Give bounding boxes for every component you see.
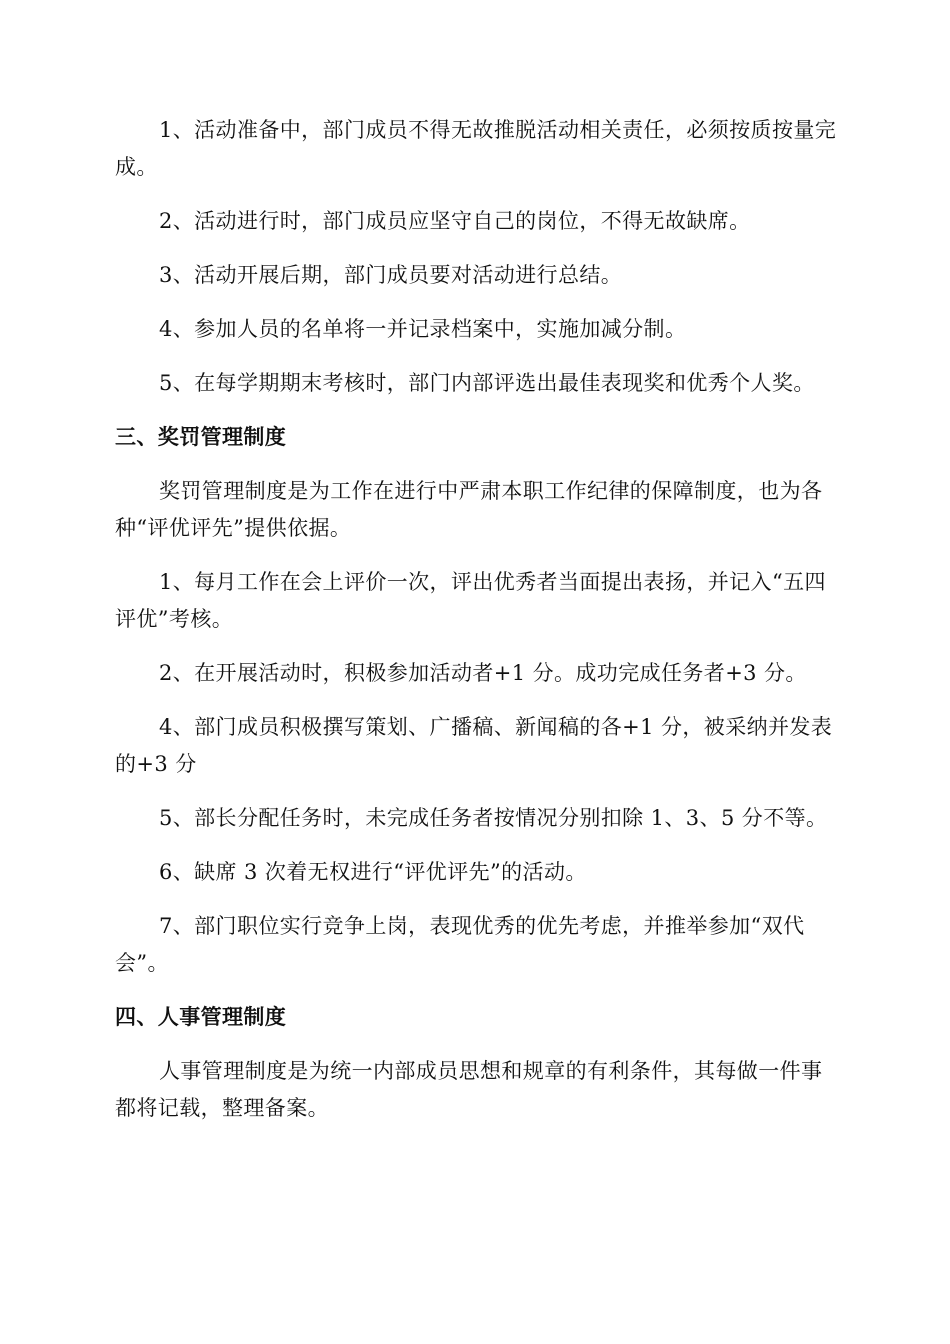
section3-item-1: 1、每月工作在会上评价一次，评出优秀者当面提出表扬，并记入“五四评优”考核。: [115, 570, 826, 631]
section2-item-4: 4、参加人员的名单将一并记录档案中，实施加减分制。: [159, 317, 687, 341]
section3-intro: 奖罚管理制度是为工作在进行中严肃本职工作纪律的保障制度，也为各种“评优评先”提供依据。: [115, 479, 823, 540]
section3-item-2: 2、在开展活动时，积极参加活动者+1 分。成功完成任务者+3 分。: [159, 661, 807, 685]
section2-item-3: 3、活动开展后期，部门成员要对活动进行总结。: [159, 263, 623, 287]
section4-heading: 四、人事管理制度: [115, 1005, 287, 1029]
section3-item-5: 5、部长分配任务时，未完成任务者按情况分别扣除 1、3、5 分不等。: [159, 806, 828, 830]
section2-item-1: 1、活动准备中，部门成员不得无故推脱活动相关责任，必须按质按量完成。: [115, 118, 837, 179]
section3-item-6: 6、缺席 3 次着无权进行“评优评先”的活动。: [159, 860, 587, 884]
section2-item-2: 2、活动进行时，部门成员应坚守自己的岗位，不得无故缺席。: [159, 209, 751, 233]
section4-intro: 人事管理制度是为统一内部成员思想和规章的有利条件，其每做一件事都将记载，整理备案。: [115, 1059, 823, 1120]
section3-item-4: 4、部门成员积极撰写策划、广播稿、新闻稿的各+1 分，被采纳并发表的+3 分: [115, 715, 833, 776]
section2-item-5: 5、在每学期期末考核时，部门内部评选出最佳表现奖和优秀个人奖。: [159, 371, 815, 395]
section3-item-7: 7、部门职位实行竞争上岗，表现优秀的优先考虑，并推举参加“双代会”。: [115, 914, 805, 975]
document-body: [115, 112, 837, 1144]
section3-heading: 三、奖罚管理制度: [115, 425, 287, 449]
